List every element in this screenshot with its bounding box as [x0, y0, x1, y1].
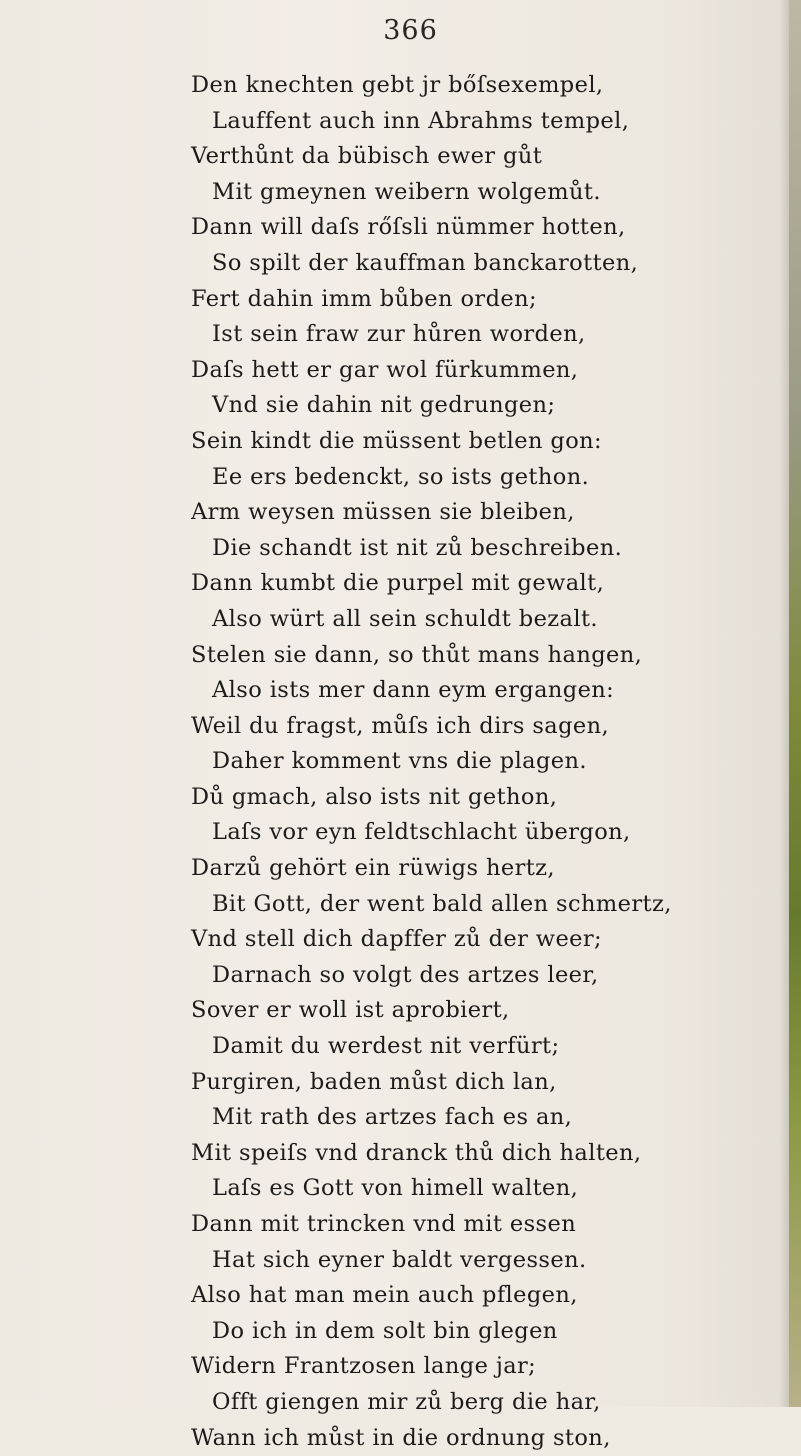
verse-line: Daſs hett er gar wol fürkummen,	[191, 356, 579, 383]
verse-line: Ee ers bedenckt, so ists gethon.	[212, 463, 590, 490]
verse-line: Lauffent auch inn Abrahms tempel,	[212, 107, 630, 134]
verse-line: Hat sich eyner baldt vergessen.	[212, 1246, 587, 1273]
verse-line: Mit gmeynen weibern wolgemůt.	[212, 178, 601, 205]
verse-line: Also würt all sein schuldt bezalt.	[212, 605, 598, 632]
verse-line: Laſs es Gott von himell walten,	[212, 1175, 579, 1202]
verse-line: Widern Frantzosen lange jar;	[191, 1353, 537, 1380]
verse-line: So spilt der kauffman banckarotten,	[212, 249, 639, 276]
verse-line: Darnach so volgt des artzes leer,	[212, 961, 599, 988]
verse-line: Daher komment vns die plagen.	[212, 748, 587, 775]
verse-line: Sover er woll ist aprobiert,	[191, 997, 510, 1024]
poem-text	[0, 68, 780, 1456]
verse-line: Sein kindt die müssent betlen gon:	[191, 427, 603, 454]
page-number: 366	[383, 15, 438, 46]
verse-line: Ist sein fraw zur hůren worden,	[212, 321, 586, 348]
verse-line: Wann ich můst in die ordnung ston,	[191, 1424, 611, 1451]
page-gutter-shadow	[779, 0, 789, 1407]
verse-line: Vnd stell dich dapffer zů der weer;	[191, 926, 603, 953]
verse-line: Also ists mer dann eym ergangen:	[212, 677, 615, 704]
verse-line: Laſs vor eyn feldtschlacht übergon,	[212, 819, 631, 846]
verse-line: Dann kumbt die purpel mit gewalt,	[191, 570, 605, 597]
verse-line: Den knechten gebt jr bőſsexempel,	[191, 72, 604, 98]
verse-line: Dann will daſs rőſsli nümmer hotten,	[191, 214, 626, 241]
verse-line: Mit speiſs vnd dranck thů dich halten,	[191, 1139, 642, 1166]
verse-line: Arm weysen müssen sie bleiben,	[191, 499, 575, 526]
verse-line: Mit rath des artzes fach es an,	[212, 1104, 573, 1131]
verse-line: Weil du fragst, můſs ich dirs sagen,	[191, 712, 610, 739]
verse-line: Darzů gehört ein rüwigs hertz,	[191, 855, 555, 882]
verse-line: Offt giengen mir zů berg die har,	[212, 1388, 601, 1415]
verse-line: Dů gmach, also ists nit gethon,	[191, 783, 558, 810]
verse-line: Fert dahin imm bůben orden;	[191, 285, 537, 312]
verse-line: Die schandt ist nit zů beschreiben.	[212, 534, 623, 561]
verse-line: Stelen sie dann, so thůt mans hangen,	[191, 641, 643, 668]
verse-line: Bit Gott, der went bald allen schmertz,	[212, 890, 672, 917]
book-edge	[789, 0, 801, 1407]
verse-line: Also hat man mein auch pflegen,	[191, 1282, 578, 1309]
verse-line: Verthůnt da bübisch ewer gůt	[191, 143, 543, 170]
verse-line: Purgiren, baden můst dich lan,	[191, 1068, 557, 1095]
verse-line: Vnd sie dahin nit gedrungen;	[212, 392, 556, 419]
verse-line: Do ich in dem solt bin glegen	[212, 1317, 558, 1344]
verse-line: Dann mit trincken vnd mit essen	[191, 1211, 577, 1237]
verse-line: Damit du werdest nit verfürt;	[212, 1033, 560, 1060]
